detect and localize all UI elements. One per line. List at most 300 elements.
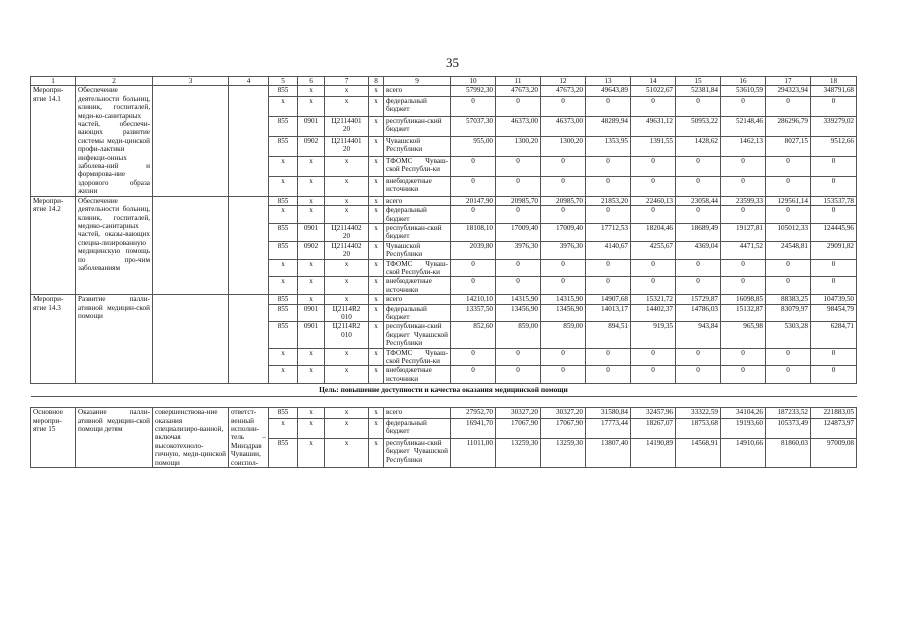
cell-code: 855 xyxy=(269,241,298,259)
cell-value: 0 xyxy=(496,96,541,116)
cell-value: 0 xyxy=(541,277,586,295)
header-cell: 2 xyxy=(76,77,153,86)
cell-value: 0 xyxy=(586,176,631,196)
cell-value: 0 xyxy=(586,348,631,366)
cell-value: 22460,13 xyxy=(631,196,676,205)
cell-value: 0 xyxy=(811,366,857,384)
page-number: 35 xyxy=(446,55,459,70)
cell-section: x xyxy=(298,438,325,467)
cell-value: 0 xyxy=(586,96,631,116)
cell-value: 4255,67 xyxy=(631,241,676,259)
cell-value: 0 xyxy=(541,176,586,196)
cell-source: федеральный бюджет xyxy=(384,206,451,224)
cell-value: 47673,20 xyxy=(496,86,541,97)
cell-value: 15729,87 xyxy=(676,295,721,304)
cell-value: 0 xyxy=(541,259,586,277)
cell-code: 855 xyxy=(269,116,298,136)
cell-source: внебюджетные источники xyxy=(384,277,451,295)
cell-type: x xyxy=(369,408,384,419)
table-row xyxy=(31,408,857,419)
cell-value: 19193,60 xyxy=(721,418,766,438)
cell-value: 2039,80 xyxy=(451,241,496,259)
cell-value: 18689,49 xyxy=(676,223,721,241)
cell-source: Чувашской Республики xyxy=(384,241,451,259)
cell-type: x xyxy=(369,206,384,224)
cell-value: 294323,94 xyxy=(766,86,811,97)
cell-type: x xyxy=(369,438,384,467)
cell-target: Ц2114401 20 xyxy=(325,136,369,156)
cell-value: 14910,66 xyxy=(721,438,766,467)
cell-value: 14568,91 xyxy=(676,438,721,467)
header-cell: 17 xyxy=(766,77,811,86)
cell-value: 0 xyxy=(496,277,541,295)
cell-value: 1428,62 xyxy=(676,136,721,156)
cell-value: 0 xyxy=(496,366,541,384)
cell-value: 30327,20 xyxy=(541,408,586,419)
cell-value: 0 xyxy=(586,277,631,295)
cell-target: x xyxy=(325,348,369,366)
cell-value: 0 xyxy=(631,259,676,277)
measure-col3: совершенствова-ние оказания специализиро-ванной, включая высокотехноло-гичную, меди-цинской помощи xyxy=(153,408,229,468)
cell-target: x xyxy=(325,366,369,384)
measure-col4 xyxy=(229,86,269,196)
cell-value: 4140,67 xyxy=(586,241,631,259)
cell-value: 0 xyxy=(496,156,541,176)
cell-value: 0 xyxy=(451,176,496,196)
cell-value: 286296,79 xyxy=(766,116,811,136)
cell-section: x xyxy=(298,418,325,438)
cell-value: 0 xyxy=(676,366,721,384)
cell-code: x xyxy=(269,206,298,224)
cell-value: 83079,97 xyxy=(766,304,811,322)
cell-value: 0 xyxy=(541,156,586,176)
measure-col1: Меропри-ятие 14.2 xyxy=(31,196,76,294)
cell-section: x xyxy=(298,408,325,419)
cell-value: 16941,70 xyxy=(451,418,496,438)
cell-value: 14315,90 xyxy=(496,295,541,304)
cell-value: 0 xyxy=(631,366,676,384)
cell-code: 855 xyxy=(269,408,298,419)
cell-value: 859,00 xyxy=(496,322,541,348)
cell-value: 15321,72 xyxy=(631,295,676,304)
measure-col2: Развитие палли-ативной медицин-ской помощи xyxy=(76,295,153,384)
cell-code: 855 xyxy=(269,322,298,348)
cell-value: 0 xyxy=(631,206,676,224)
cell-target: Ц2114402 20 xyxy=(325,223,369,241)
cell-target: x xyxy=(325,418,369,438)
cell-type: x xyxy=(369,136,384,156)
cell-value: 14786,03 xyxy=(676,304,721,322)
measure-col1: Основное меропри-ятие 15 xyxy=(31,408,76,468)
cell-value: 0 xyxy=(811,277,857,295)
cell-target: x xyxy=(325,408,369,419)
cell-value: 20147,90 xyxy=(451,196,496,205)
cell-section: 0901 xyxy=(298,116,325,136)
section-row xyxy=(31,384,857,397)
cell-value: 0 xyxy=(451,206,496,224)
cell-value: 348791,68 xyxy=(811,86,857,97)
cell-value: 0 xyxy=(496,348,541,366)
cell-value: 32457,96 xyxy=(631,408,676,419)
cell-value: 51022,67 xyxy=(631,86,676,97)
cell-value: 894,51 xyxy=(586,322,631,348)
cell-section: x xyxy=(298,206,325,224)
cell-value: 0 xyxy=(586,366,631,384)
cell-value: 4369,04 xyxy=(676,241,721,259)
cell-type: x xyxy=(369,259,384,277)
cell-value: 0 xyxy=(811,206,857,224)
cell-value: 9512,66 xyxy=(811,136,857,156)
cell-type: x xyxy=(369,116,384,136)
cell-value: 0 xyxy=(586,206,631,224)
cell-value: 0 xyxy=(676,156,721,176)
cell-value: 13259,30 xyxy=(541,438,586,467)
cell-source: всего xyxy=(384,196,451,205)
cell-value: 21853,20 xyxy=(586,196,631,205)
cell-value: 0 xyxy=(721,156,766,176)
cell-value: 17009,40 xyxy=(541,223,586,241)
cell-value: 0 xyxy=(451,96,496,116)
cell-value: 0 xyxy=(676,259,721,277)
header-cell: 10 xyxy=(451,77,496,86)
cell-type: x xyxy=(369,366,384,384)
cell-value: 0 xyxy=(676,206,721,224)
cell-section: 0901 xyxy=(298,223,325,241)
cell-type: x xyxy=(369,348,384,366)
cell-source: всего xyxy=(384,86,451,97)
cell-value: 965,98 xyxy=(721,322,766,348)
measure-col2: Обеспечение деятельности больниц, клиник, госпиталей, меди-ко-санитарных частей, обеспечи-вающих развитие системы меди-цинской профи-лактики инфекци-онных заболева-ний и формирова-ние здорового образа жизни xyxy=(76,86,153,196)
cell-value: 0 xyxy=(541,206,586,224)
cell-value: 0 xyxy=(631,348,676,366)
cell-type: x xyxy=(369,86,384,97)
cell-source: республикан-ский бюджет Чувашской Республики xyxy=(384,322,451,348)
cell-section: x xyxy=(298,348,325,366)
cell-target: Ц2114402 20 xyxy=(325,241,369,259)
cell-target: x xyxy=(325,295,369,304)
cell-value: 8027,15 xyxy=(766,136,811,156)
cell-value: 0 xyxy=(811,156,857,176)
cell-value: 105012,33 xyxy=(766,223,811,241)
cell-value: 0 xyxy=(676,348,721,366)
cell-value: 23599,33 xyxy=(721,196,766,205)
cell-value: 0 xyxy=(721,176,766,196)
cell-value: 187233,52 xyxy=(766,408,811,419)
budget-table xyxy=(30,76,857,468)
cell-source: республикан-ский бюджет xyxy=(384,116,451,136)
cell-section: 0902 xyxy=(298,241,325,259)
cell-value: 13807,40 xyxy=(586,438,631,467)
cell-value: 0 xyxy=(721,366,766,384)
measure-col2: Обеспечение деятельности больниц, клиник, госпиталей, медико-санитарных частей, оказы-вающих специа-лизированную медицинскую помощь по про-чим заболеваниям xyxy=(76,196,153,294)
cell-value: 221883,05 xyxy=(811,408,857,419)
cell-code: x xyxy=(269,176,298,196)
cell-value: 14013,17 xyxy=(586,304,631,322)
cell-code: x xyxy=(269,259,298,277)
cell-source: всего xyxy=(384,408,451,419)
cell-value: 0 xyxy=(721,348,766,366)
cell-section: x xyxy=(298,156,325,176)
cell-value: 20985,70 xyxy=(541,196,586,205)
cell-value: 124445,96 xyxy=(811,223,857,241)
cell-value: 0 xyxy=(811,176,857,196)
cell-value: 18204,46 xyxy=(631,223,676,241)
cell-value: 0 xyxy=(766,176,811,196)
cell-value: 0 xyxy=(766,348,811,366)
header-cell: 1 xyxy=(31,77,76,86)
cell-value: 0 xyxy=(766,259,811,277)
cell-value: 0 xyxy=(766,96,811,116)
measure-col4 xyxy=(229,196,269,294)
header-cell: 11 xyxy=(496,77,541,86)
cell-value: 124873,97 xyxy=(811,418,857,438)
cell-value: 0 xyxy=(766,206,811,224)
cell-value: 0 xyxy=(631,176,676,196)
cell-value: 14907,68 xyxy=(586,295,631,304)
cell-code: 855 xyxy=(269,86,298,97)
header-cell: 6 xyxy=(298,77,325,86)
cell-section: x xyxy=(298,176,325,196)
cell-target: Ц2114R2 010 xyxy=(325,322,369,348)
cell-value: 0 xyxy=(541,96,586,116)
cell-value: 14402,37 xyxy=(631,304,676,322)
cell-value: 47673,20 xyxy=(541,86,586,97)
cell-value: 0 xyxy=(811,96,857,116)
cell-value: 88383,25 xyxy=(766,295,811,304)
cell-value: 0 xyxy=(721,277,766,295)
cell-value: 0 xyxy=(451,348,496,366)
cell-value: 46373,00 xyxy=(541,116,586,136)
cell-value: 0 xyxy=(721,206,766,224)
cell-value: 0 xyxy=(586,156,631,176)
cell-value: 34104,26 xyxy=(721,408,766,419)
cell-value: 81860,03 xyxy=(766,438,811,467)
cell-type: x xyxy=(369,295,384,304)
cell-value: 0 xyxy=(451,259,496,277)
section-title: Цель: повышение доступности и качества оказания медицинской помощи xyxy=(319,385,568,395)
cell-type: x xyxy=(369,96,384,116)
cell-value: 0 xyxy=(676,176,721,196)
cell-value: 98454,79 xyxy=(811,304,857,322)
cell-value: 3976,30 xyxy=(496,241,541,259)
cell-value: 943,84 xyxy=(676,322,721,348)
cell-value: 0 xyxy=(496,206,541,224)
cell-source: республикан-ский бюджет Чувашской Республики xyxy=(384,438,451,467)
cell-value: 23058,44 xyxy=(676,196,721,205)
cell-value: 0 xyxy=(541,348,586,366)
cell-type: x xyxy=(369,176,384,196)
cell-value: 14190,89 xyxy=(631,438,676,467)
cell-source: ТФОМС Чуваш-ской Республи-ки xyxy=(384,348,451,366)
cell-value: 955,00 xyxy=(451,136,496,156)
cell-section: 0902 xyxy=(298,136,325,156)
cell-type: x xyxy=(369,156,384,176)
cell-target: x xyxy=(325,206,369,224)
cell-code: 855 xyxy=(269,223,298,241)
cell-value: 57992,30 xyxy=(451,86,496,97)
cell-source: федеральный бюджет xyxy=(384,96,451,116)
cell-value: 1300,20 xyxy=(496,136,541,156)
measure-col1: Меропри-ятие 14.1 xyxy=(31,86,76,196)
cell-value: 11011,00 xyxy=(451,438,496,467)
cell-value: 29091,82 xyxy=(811,241,857,259)
cell-value: 33322,59 xyxy=(676,408,721,419)
cell-value: 13456,90 xyxy=(496,304,541,322)
cell-code: 855 xyxy=(269,438,298,467)
cell-value: 0 xyxy=(721,96,766,116)
cell-code: x xyxy=(269,277,298,295)
measure-col2: Оказание палли-ативной медицин-ской помощи детям xyxy=(76,408,153,468)
header-cell: 12 xyxy=(541,77,586,86)
cell-value: 339279,02 xyxy=(811,116,857,136)
cell-target: Ц2114401 20 xyxy=(325,116,369,136)
header-cell: 14 xyxy=(631,77,676,86)
cell-value: 24548,81 xyxy=(766,241,811,259)
cell-value: 153537,78 xyxy=(811,196,857,205)
cell-value: 0 xyxy=(631,156,676,176)
cell-target: Ц2114R2 010 xyxy=(325,304,369,322)
cell-value: 57037,30 xyxy=(451,116,496,136)
header-cell: 3 xyxy=(153,77,229,86)
cell-value: 53610,59 xyxy=(721,86,766,97)
cell-value: 30327,20 xyxy=(496,408,541,419)
header-cell: 9 xyxy=(384,77,451,86)
cell-code: x xyxy=(269,348,298,366)
spacer-cell xyxy=(31,397,857,408)
cell-value: 129561,14 xyxy=(766,196,811,205)
cell-value: 0 xyxy=(496,259,541,277)
header-cell: 15 xyxy=(676,77,721,86)
cell-value: 0 xyxy=(811,348,857,366)
cell-value: 27952,70 xyxy=(451,408,496,419)
measure-col4 xyxy=(229,295,269,384)
cell-value: 1300,20 xyxy=(541,136,586,156)
table-row xyxy=(31,295,857,304)
cell-target: x xyxy=(325,196,369,205)
cell-section: x xyxy=(298,96,325,116)
cell-value: 105373,49 xyxy=(766,418,811,438)
cell-value: 0 xyxy=(676,96,721,116)
cell-type: x xyxy=(369,418,384,438)
cell-target: x xyxy=(325,438,369,467)
cell-value: 31580,84 xyxy=(586,408,631,419)
cell-source: федеральный бюджет xyxy=(384,304,451,322)
cell-code: x xyxy=(269,366,298,384)
cell-source: республикан-ский бюджет xyxy=(384,223,451,241)
cell-value: 0 xyxy=(676,277,721,295)
cell-value: 0 xyxy=(631,277,676,295)
cell-value: 17009,40 xyxy=(496,223,541,241)
cell-value: 14210,10 xyxy=(451,295,496,304)
cell-code: x xyxy=(269,418,298,438)
cell-value: 13357,50 xyxy=(451,304,496,322)
cell-section: x xyxy=(298,295,325,304)
measure-col4: ответст-венный исполни-тель – Минздрав Чувашии, соиспол- xyxy=(229,408,269,468)
cell-type: x xyxy=(369,223,384,241)
cell-code: 855 xyxy=(269,136,298,156)
cell-value: 0 xyxy=(496,176,541,196)
header-cell: 5 xyxy=(269,77,298,86)
cell-value: 49631,12 xyxy=(631,116,676,136)
cell-value: 15132,87 xyxy=(721,304,766,322)
header-cell: 13 xyxy=(586,77,631,86)
cell-value: 1353,95 xyxy=(586,136,631,156)
header-cell: 16 xyxy=(721,77,766,86)
cell-value: 852,60 xyxy=(451,322,496,348)
cell-value: 6284,71 xyxy=(811,322,857,348)
spacer-row xyxy=(31,397,857,408)
cell-value: 0 xyxy=(451,277,496,295)
measure-col1: Меропри-ятие 14.3 xyxy=(31,295,76,384)
cell-code: 855 xyxy=(269,304,298,322)
cell-value: 18753,68 xyxy=(676,418,721,438)
cell-value: 17067,90 xyxy=(496,418,541,438)
cell-value: 52148,46 xyxy=(721,116,766,136)
cell-source: всего xyxy=(384,295,451,304)
cell-value: 17067,90 xyxy=(541,418,586,438)
measure-col3 xyxy=(153,295,229,384)
cell-value: 48289,94 xyxy=(586,116,631,136)
cell-source: Чувашской Республики xyxy=(384,136,451,156)
table-row xyxy=(31,86,857,97)
cell-type: x xyxy=(369,304,384,322)
cell-value: 20985,70 xyxy=(496,196,541,205)
cell-code: 855 xyxy=(269,295,298,304)
cell-value: 1391,55 xyxy=(631,136,676,156)
cell-value: 18267,07 xyxy=(631,418,676,438)
cell-value: 0 xyxy=(631,96,676,116)
cell-value: 16098,85 xyxy=(721,295,766,304)
header-cell: 7 xyxy=(325,77,369,86)
cell-section: x xyxy=(298,259,325,277)
header-cell: 18 xyxy=(811,77,857,86)
cell-target: x xyxy=(325,156,369,176)
cell-section: x xyxy=(298,366,325,384)
cell-source: ТФОМС Чуваш-ской Республи-ки xyxy=(384,259,451,277)
cell-type: x xyxy=(369,196,384,205)
cell-value: 5303,28 xyxy=(766,322,811,348)
cell-target: x xyxy=(325,277,369,295)
cell-source: федеральный бюджет xyxy=(384,418,451,438)
cell-type: x xyxy=(369,241,384,259)
cell-section: x xyxy=(298,196,325,205)
cell-value: 18108,10 xyxy=(451,223,496,241)
cell-value: 49643,89 xyxy=(586,86,631,97)
table-row xyxy=(31,196,857,205)
measure-col3 xyxy=(153,86,229,196)
cell-type: x xyxy=(369,277,384,295)
cell-value: 19127,81 xyxy=(721,223,766,241)
cell-source: внебюджетные источники xyxy=(384,366,451,384)
cell-source: внебюджетные источники xyxy=(384,176,451,196)
cell-value: 0 xyxy=(451,366,496,384)
cell-target: x xyxy=(325,86,369,97)
cell-value: 17773,44 xyxy=(586,418,631,438)
header-cell: 8 xyxy=(369,77,384,86)
cell-code: x xyxy=(269,96,298,116)
cell-value: 859,00 xyxy=(541,322,586,348)
cell-code: x xyxy=(269,156,298,176)
cell-value: 3976,30 xyxy=(541,241,586,259)
cell-type: x xyxy=(369,322,384,348)
cell-source: ТФОМС Чуваш-ской Республи-ки xyxy=(384,156,451,176)
header-row xyxy=(31,77,857,86)
cell-value: 13456,90 xyxy=(541,304,586,322)
cell-section: x xyxy=(298,277,325,295)
cell-value: 0 xyxy=(811,259,857,277)
cell-section: 0901 xyxy=(298,304,325,322)
cell-value: 0 xyxy=(541,366,586,384)
